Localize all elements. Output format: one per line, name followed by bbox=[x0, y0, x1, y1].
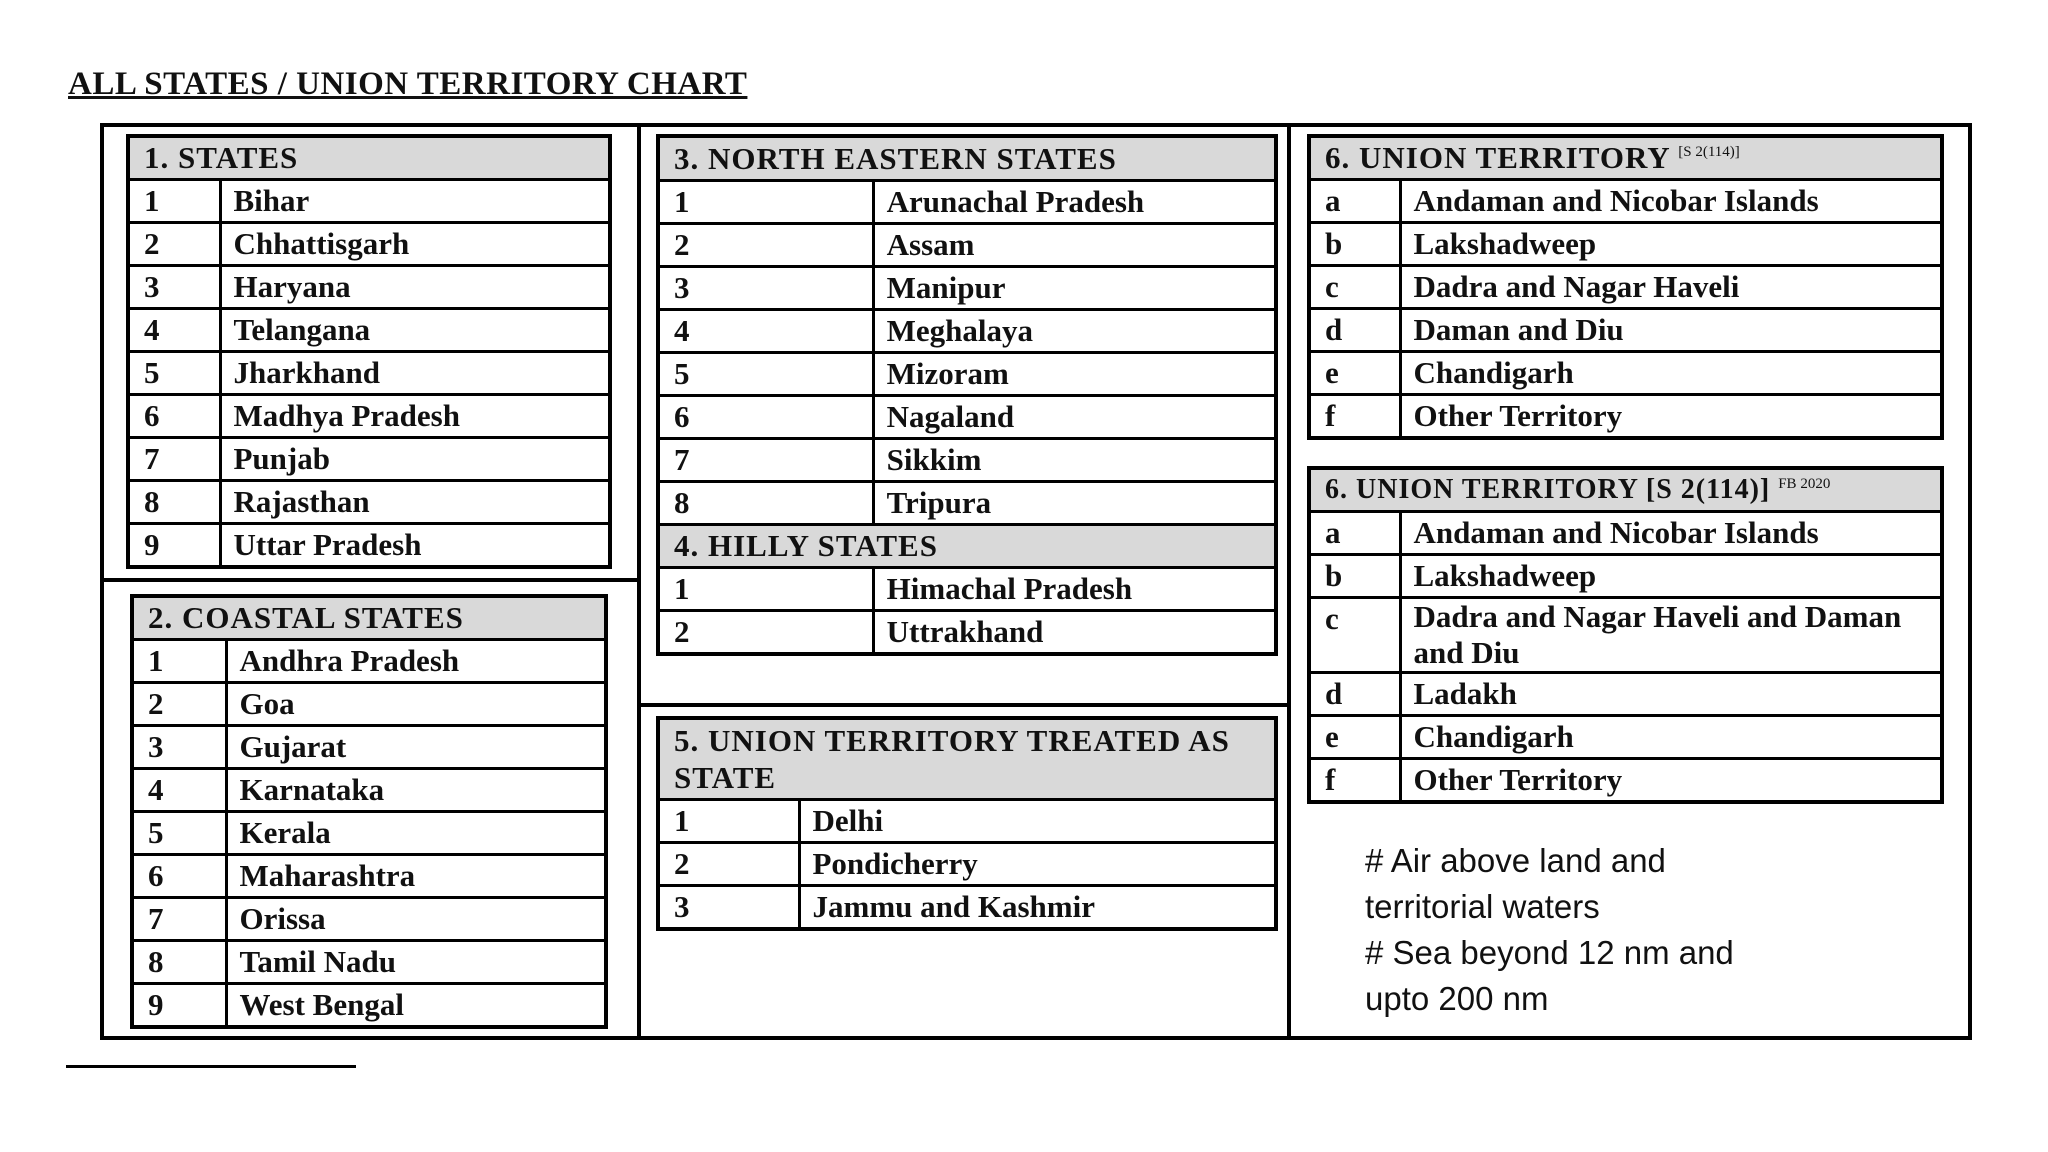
row-name: Tamil Nadu bbox=[226, 941, 606, 984]
note-line-2: territorial waters bbox=[1365, 888, 1600, 925]
row-name: Chandigarh bbox=[1400, 352, 1942, 395]
row-name: Kerala bbox=[226, 812, 606, 855]
table-row bbox=[1309, 512, 1942, 555]
table-row bbox=[132, 898, 606, 941]
row-number: 2 bbox=[658, 224, 873, 267]
row-number: 6 bbox=[132, 855, 226, 898]
table-row bbox=[128, 352, 610, 395]
row-name: Chhattisgarh bbox=[220, 223, 610, 266]
row-name: Dadra and Nagar Haveli bbox=[1400, 266, 1942, 309]
table-row bbox=[128, 438, 610, 481]
row-number: 3 bbox=[128, 266, 220, 309]
table-row bbox=[658, 396, 1276, 439]
table-row bbox=[128, 524, 610, 568]
table-row bbox=[132, 941, 606, 984]
row-number: b bbox=[1309, 223, 1400, 266]
row-name: Andaman and Nicobar Islands bbox=[1400, 512, 1942, 555]
table-row bbox=[1309, 673, 1942, 716]
row-name: Dadra and Nagar Haveli and Daman and Diu bbox=[1400, 598, 1942, 673]
row-name: Meghalaya bbox=[873, 310, 1276, 353]
row-number: 1 bbox=[132, 640, 226, 683]
note-line-3: # Sea beyond 12 nm and bbox=[1365, 934, 1734, 971]
table-row bbox=[1309, 223, 1942, 266]
union-territory-heading-ref: [S 2(114)] bbox=[1678, 144, 1740, 160]
row-name: West Bengal bbox=[226, 984, 606, 1028]
note-line-1: # Air above land and bbox=[1365, 842, 1666, 879]
row-name: Tripura bbox=[873, 482, 1276, 525]
row-name: Andhra Pradesh bbox=[226, 640, 606, 683]
coastal-states-table bbox=[130, 594, 608, 1029]
row-number: 1 bbox=[128, 180, 220, 223]
row-number: 8 bbox=[128, 481, 220, 524]
row-number: 5 bbox=[658, 353, 873, 396]
table-row bbox=[658, 611, 1276, 655]
row-number: 5 bbox=[132, 812, 226, 855]
row-name: Uttrakhand bbox=[873, 611, 1276, 655]
row-name: Orissa bbox=[226, 898, 606, 941]
row-name: Delhi bbox=[799, 800, 1276, 843]
row-number: a bbox=[1309, 512, 1400, 555]
union-territory-table bbox=[1307, 134, 1944, 440]
row-name: Bihar bbox=[220, 180, 610, 223]
row-name: Sikkim bbox=[873, 439, 1276, 482]
table-row bbox=[658, 843, 1276, 886]
row-number: 7 bbox=[658, 439, 873, 482]
row-number: e bbox=[1309, 716, 1400, 759]
states-table bbox=[126, 134, 612, 569]
row-name: Jharkhand bbox=[220, 352, 610, 395]
row-number: a bbox=[1309, 180, 1400, 223]
row-number: 4 bbox=[658, 310, 873, 353]
row-number: c bbox=[1309, 266, 1400, 309]
table-row bbox=[1309, 266, 1942, 309]
row-name: Uttar Pradesh bbox=[220, 524, 610, 568]
row-number: 7 bbox=[128, 438, 220, 481]
row-name: Assam bbox=[873, 224, 1276, 267]
union-territory-heading-text: 6. UNION TERRITORY bbox=[1325, 140, 1670, 175]
row-number: 9 bbox=[128, 524, 220, 568]
table-row bbox=[658, 482, 1276, 525]
row-name: Himachal Pradesh bbox=[873, 568, 1276, 611]
row-name: Other Territory bbox=[1400, 759, 1942, 803]
table-row bbox=[132, 855, 606, 898]
coastal-states-heading: 2. COASTAL STATES bbox=[132, 596, 606, 640]
ut-treated-as-state-table bbox=[656, 716, 1278, 931]
table-row bbox=[132, 984, 606, 1028]
table-row bbox=[132, 683, 606, 726]
row-name: Andaman and Nicobar Islands bbox=[1400, 180, 1942, 223]
row-name: Lakshadweep bbox=[1400, 555, 1942, 598]
table-row bbox=[132, 726, 606, 769]
note-line-4: upto 200 nm bbox=[1365, 980, 1549, 1017]
north-eastern-heading: 3. NORTH EASTERN STATES bbox=[658, 136, 1276, 181]
row-number: 8 bbox=[132, 941, 226, 984]
states-heading: 1. STATES bbox=[128, 136, 610, 180]
row-number: 9 bbox=[132, 984, 226, 1028]
row-number: 6 bbox=[128, 395, 220, 438]
table-row bbox=[132, 640, 606, 683]
row-name: Other Territory bbox=[1400, 395, 1942, 439]
row-name: Nagaland bbox=[873, 396, 1276, 439]
table-row bbox=[658, 568, 1276, 611]
table-row bbox=[132, 812, 606, 855]
row-name: Telangana bbox=[220, 309, 610, 352]
row-number: 2 bbox=[132, 683, 226, 726]
ut-treated-as-state-heading: 5. UNION TERRITORY TREATED AS STATE bbox=[658, 718, 1276, 800]
column-divider-2 bbox=[1287, 123, 1291, 1040]
union-territory-fb2020-heading-text: 6. UNION TERRITORY [S 2(114)] bbox=[1325, 474, 1771, 505]
table-row bbox=[128, 481, 610, 524]
row-name: Jammu and Kashmir bbox=[799, 886, 1276, 930]
row-number: b bbox=[1309, 555, 1400, 598]
union-territory-fb2020-heading bbox=[1309, 468, 1942, 512]
page-title: ALL STATES / UNION TERRITORY CHART bbox=[68, 66, 748, 102]
section-divider-middle bbox=[641, 703, 1287, 707]
table-row bbox=[658, 267, 1276, 310]
row-number: 1 bbox=[658, 181, 873, 224]
row-name: Karnataka bbox=[226, 769, 606, 812]
row-name: Arunachal Pradesh bbox=[873, 181, 1276, 224]
table-row bbox=[128, 266, 610, 309]
table-row bbox=[128, 180, 610, 223]
north-eastern-states-table bbox=[656, 134, 1278, 656]
row-name: Pondicherry bbox=[799, 843, 1276, 886]
table-row bbox=[128, 223, 610, 266]
table-row bbox=[1309, 395, 1942, 439]
table-row bbox=[1309, 716, 1942, 759]
table-row bbox=[1309, 180, 1942, 223]
row-number: 3 bbox=[658, 886, 799, 930]
row-number: 4 bbox=[132, 769, 226, 812]
row-number: 7 bbox=[132, 898, 226, 941]
row-name: Goa bbox=[226, 683, 606, 726]
section-divider-left bbox=[100, 578, 641, 582]
row-number: 3 bbox=[132, 726, 226, 769]
row-number: f bbox=[1309, 759, 1400, 803]
row-number: c bbox=[1309, 598, 1400, 673]
table-row bbox=[1309, 352, 1942, 395]
row-number: 2 bbox=[658, 843, 799, 886]
union-territory-fb2020-table bbox=[1307, 466, 1944, 804]
row-name: Mizoram bbox=[873, 353, 1276, 396]
row-name: Madhya Pradesh bbox=[220, 395, 610, 438]
table-row bbox=[128, 395, 610, 438]
row-name: Ladakh bbox=[1400, 673, 1942, 716]
row-name: Punjab bbox=[220, 438, 610, 481]
row-number: f bbox=[1309, 395, 1400, 439]
row-number: 2 bbox=[658, 611, 873, 655]
row-name: Gujarat bbox=[226, 726, 606, 769]
table-row bbox=[658, 224, 1276, 267]
row-number: d bbox=[1309, 309, 1400, 352]
row-number: d bbox=[1309, 673, 1400, 716]
table-row bbox=[658, 886, 1276, 930]
row-name: Lakshadweep bbox=[1400, 223, 1942, 266]
table-row bbox=[128, 309, 610, 352]
table-row bbox=[658, 800, 1276, 843]
row-number: 2 bbox=[128, 223, 220, 266]
row-number: e bbox=[1309, 352, 1400, 395]
row-name: Chandigarh bbox=[1400, 716, 1942, 759]
notes-block bbox=[1365, 838, 1785, 1022]
table-row bbox=[658, 310, 1276, 353]
row-name: Manipur bbox=[873, 267, 1276, 310]
table-row bbox=[658, 439, 1276, 482]
table-row bbox=[658, 353, 1276, 396]
union-territory-heading bbox=[1309, 136, 1942, 180]
row-name: Maharashtra bbox=[226, 855, 606, 898]
table-row bbox=[1309, 759, 1942, 803]
row-name: Daman and Diu bbox=[1400, 309, 1942, 352]
row-number: 1 bbox=[658, 800, 799, 843]
hilly-states-heading: 4. HILLY STATES bbox=[658, 525, 1276, 568]
table-row bbox=[1309, 309, 1942, 352]
table-row bbox=[1309, 555, 1942, 598]
row-number: 6 bbox=[658, 396, 873, 439]
row-number: 1 bbox=[658, 568, 873, 611]
row-number: 3 bbox=[658, 267, 873, 310]
row-number: 8 bbox=[658, 482, 873, 525]
table-row bbox=[658, 181, 1276, 224]
row-number: 5 bbox=[128, 352, 220, 395]
row-number: 4 bbox=[128, 309, 220, 352]
table-row bbox=[132, 769, 606, 812]
row-name: Rajasthan bbox=[220, 481, 610, 524]
union-territory-fb2020-heading-ref: FB 2020 bbox=[1778, 476, 1831, 492]
row-name: Haryana bbox=[220, 266, 610, 309]
footnote-rule bbox=[66, 1065, 356, 1068]
table-row bbox=[1309, 598, 1942, 673]
